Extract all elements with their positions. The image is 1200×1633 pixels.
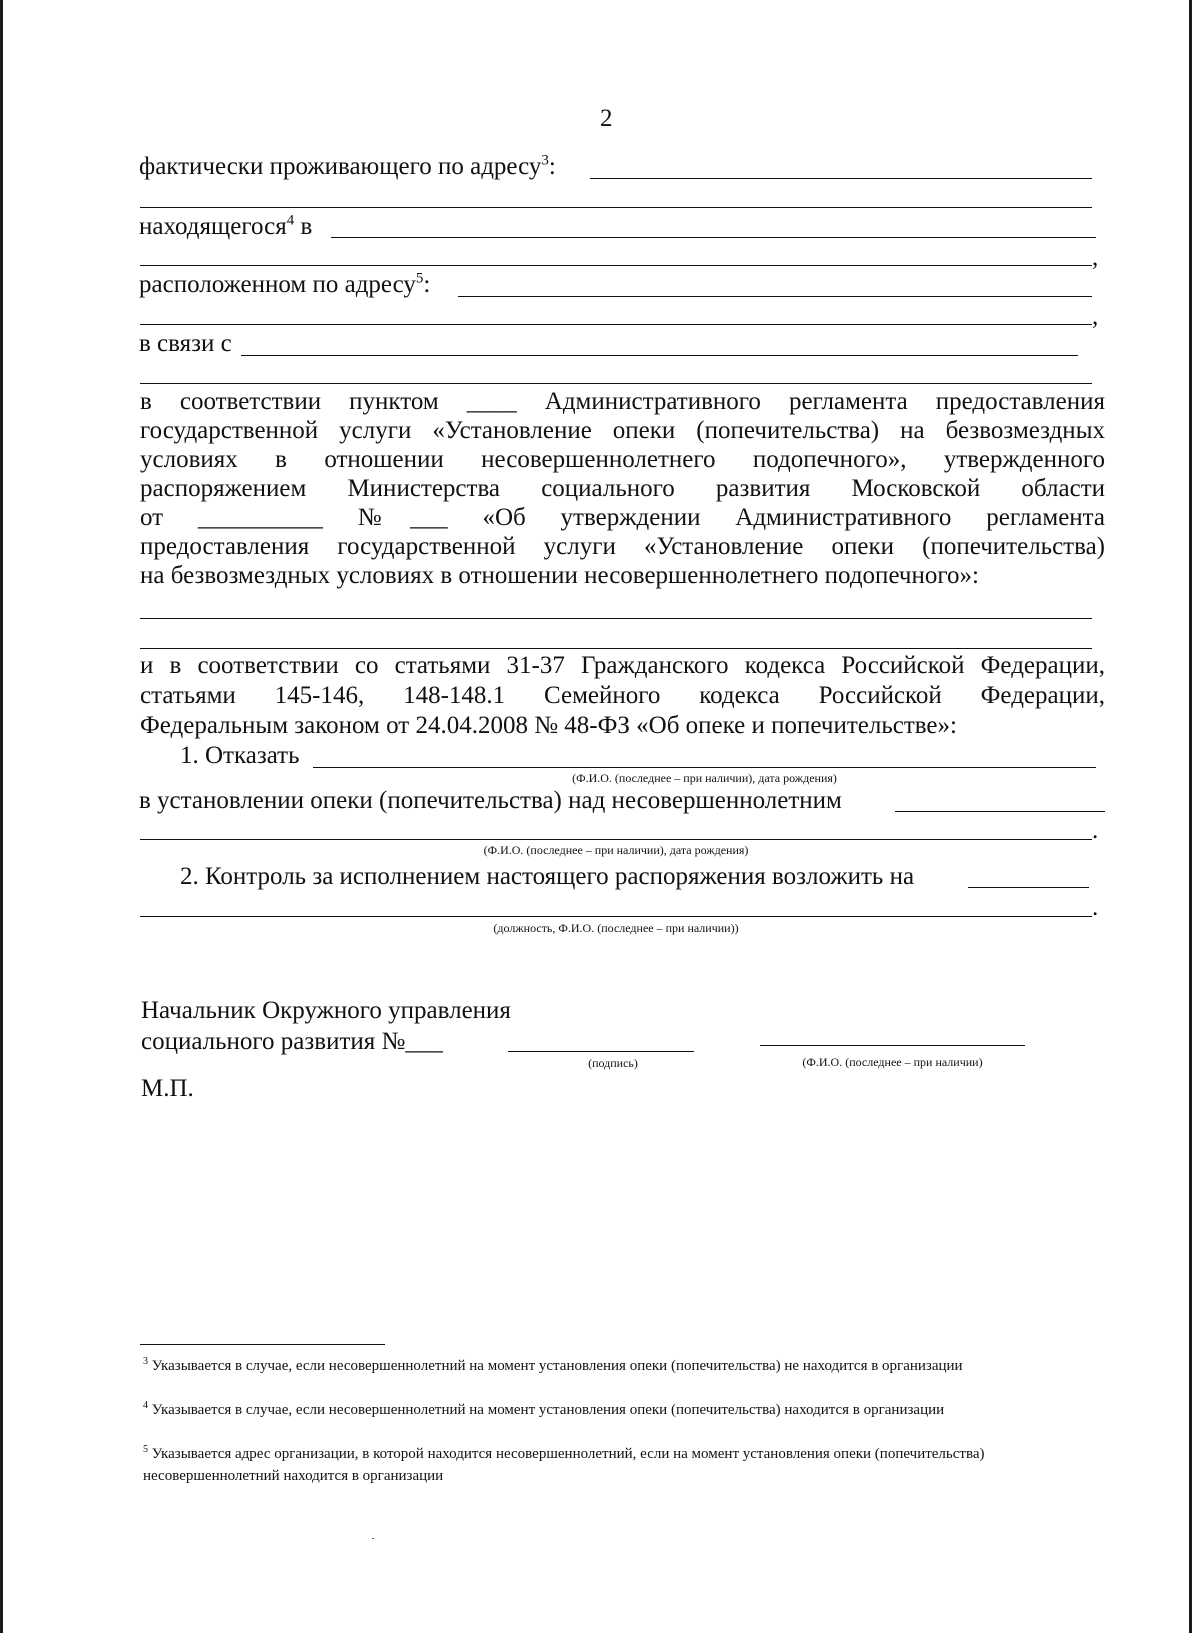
located-in-field-line2[interactable] <box>140 265 1092 266</box>
regulation-line: в соответствии пунктом ____ Административного регламента предоставления <box>140 388 1105 415</box>
item2-responsible-field-line2[interactable] <box>140 916 1092 917</box>
signature-caption: (подпись) <box>588 1056 638 1070</box>
located-in-field[interactable] <box>331 237 1096 238</box>
actual-address-label: фактически проживающего по адресу$^3$: <box>139 152 556 180</box>
due-to-field-line2[interactable] <box>140 383 1092 384</box>
item1-name-caption: (Ф.И.О. (последнее – при наличии), дата рождения) <box>572 771 837 785</box>
regulation-line: распоряжением Министерства социального развития Московской области <box>140 475 1105 502</box>
regulation-line: предоставления государственной услуги «Установление опеки (попечительства) <box>140 533 1105 560</box>
regulation-blank-line[interactable] <box>140 618 1092 619</box>
signature-field[interactable] <box>508 1051 694 1052</box>
item1-minor-field[interactable] <box>895 811 1105 812</box>
footnote-4: $^4$ Указывается в случае, если несовершеннолетний на момент установления опеки (попечительства) находится в организации <box>143 1400 945 1418</box>
due-to-label: в связи с <box>139 330 232 357</box>
regulation-line: на безвозмездных условиях в отношении несовершеннолетнего подопечного»: <box>140 562 979 589</box>
item1-minor-field-line2[interactable] <box>140 839 1092 840</box>
footnote-5: $^5$ Указывается адрес организации, в которой находится несовершеннолетний, если на момент установления опеки (попечительства) несовершеннолетний находится в организации <box>143 1444 985 1484</box>
org-address-field-line2[interactable] <box>140 324 1092 325</box>
item1-label: 1. Отказать <box>180 742 300 769</box>
seal-mark: М.П. <box>141 1075 194 1102</box>
actual-address-field[interactable] <box>590 178 1092 179</box>
law-line: статьями 145-146, 148-148.1 Семейного кодекса Российской Федерации, <box>140 682 1105 709</box>
item1-name-field[interactable] <box>313 767 1096 768</box>
law-line: и в соответствии со статьями 31-37 Гражданского кодекса Российской Федерации, <box>140 652 1105 679</box>
trailing-period: . <box>1092 817 1099 844</box>
footnote-3: $^3$ Указывается в случае, если несовершеннолетний на момент установления опеки (попечительства) не находится в организации <box>143 1356 963 1374</box>
regulation-line: от __________ №___ «Об утверждении Административного регламента <box>140 504 1105 531</box>
signatory-name-caption: (Ф.И.О. (последнее – при наличии) <box>802 1055 983 1069</box>
scan-edge-left <box>0 0 3 1633</box>
scan-speck <box>372 1538 374 1539</box>
signatory-name-field[interactable] <box>760 1045 1025 1046</box>
trailing-period: . <box>1092 894 1099 921</box>
org-address-label: расположенном по адресу$^5$: <box>139 270 431 298</box>
regulation-line: условиях в отношении несовершеннолетнего подопечного», утвержденного <box>140 446 1105 473</box>
page-number: 2 <box>600 105 613 132</box>
scan-edge-right <box>1189 0 1192 1633</box>
item2-label: 2. Контроль за исполнением настоящего распоряжения возложить на <box>180 863 915 890</box>
actual-address-field-line2[interactable] <box>140 207 1092 208</box>
located-in-label: находящегося$^4$ в <box>139 212 313 240</box>
signatory-title-line2: социального развития №___ <box>141 1028 443 1055</box>
trailing-comma: , <box>1092 303 1099 330</box>
item2-responsible-field[interactable] <box>968 887 1089 888</box>
signatory-title-line1: Начальник Окружного управления <box>141 997 511 1024</box>
regulation-blank-line[interactable] <box>140 648 1092 649</box>
trailing-comma: , <box>1092 244 1099 271</box>
item1-minor-caption: (Ф.И.О. (последнее – при наличии), дата рождения) <box>483 843 749 857</box>
item1-continuation: в установлении опеки (попечительства) над несовершеннолетним <box>139 787 842 814</box>
law-line: Федеральным законом от 24.04.2008 № 48-ФЗ «Об опеке и попечительстве»: <box>140 712 957 739</box>
item2-responsible-caption: (должность, Ф.И.О. (последнее – при наличии)) <box>493 921 739 935</box>
org-address-field[interactable] <box>458 296 1092 297</box>
due-to-field[interactable] <box>241 355 1078 356</box>
footnote-separator <box>140 1344 385 1345</box>
regulation-line: государственной услуги «Установление опеки (попечительства) на безвозмездных <box>140 417 1105 444</box>
